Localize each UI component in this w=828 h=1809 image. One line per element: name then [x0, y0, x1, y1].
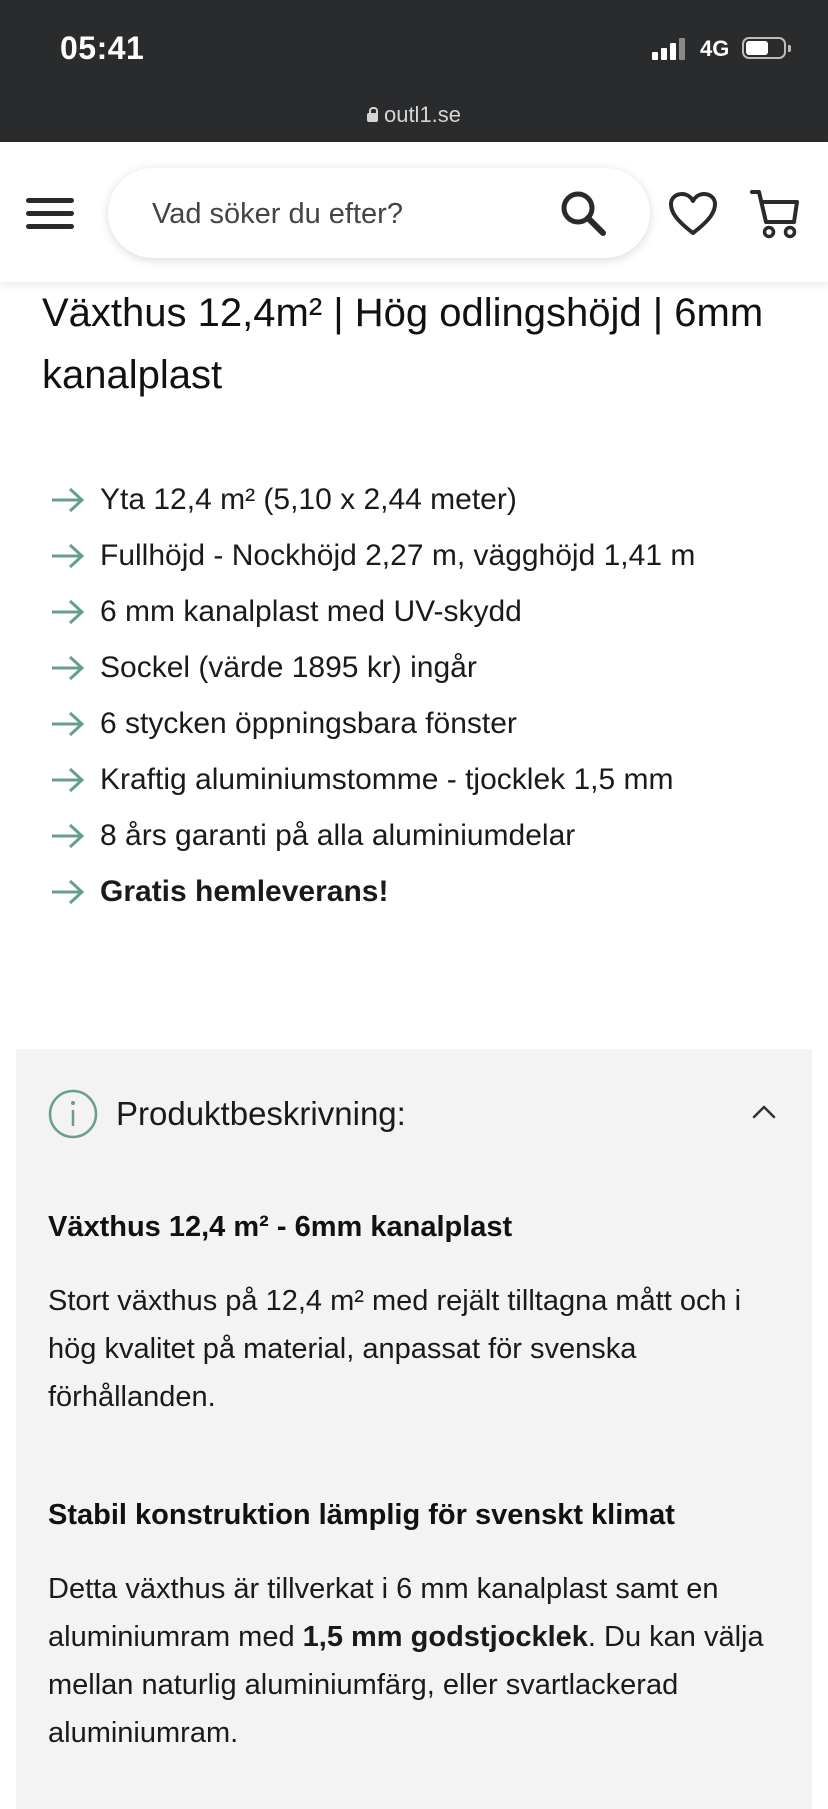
feature-item: Fullhöjd - Nockhöjd 2,27 m, vägghöjd 1,41 m — [50, 528, 810, 584]
feature-item: 6 stycken öppningsbara fönster — [50, 696, 810, 752]
bold-thickness: 1,5 mm godstjocklek — [302, 1621, 588, 1653]
arrow-right-icon — [50, 822, 86, 850]
feature-item: 6 mm kanalplast med UV-skydd — [50, 584, 810, 640]
signal-icon — [652, 38, 686, 60]
feature-item-free-delivery: Gratis hemleverans! — [50, 864, 810, 920]
description-paragraph: Stort växthus på 12,4 m² med rejält tilltagna mått och i hög kvalitet på material, anpassat för svenska förhållanden. — [48, 1285, 742, 1413]
address-bar[interactable] — [0, 102, 828, 128]
feature-list — [50, 472, 810, 920]
search-bar — [108, 168, 650, 258]
chevron-up-icon[interactable] — [750, 1101, 778, 1121]
site-header — [0, 142, 828, 282]
menu-icon[interactable] — [26, 196, 74, 232]
feature-item: Kraftig aluminiumstomme - tjocklek 1,5 mm — [50, 752, 810, 808]
status-time: 05:41 — [60, 30, 145, 66]
arrow-right-icon — [50, 878, 86, 906]
lock-icon — [367, 113, 378, 122]
url-text: outl1.se — [383, 102, 462, 127]
search-icon[interactable] — [558, 188, 608, 238]
description-subheading: Växthus 12,4 m² - 6mm kanalplast — [48, 1211, 513, 1243]
description-panel — [16, 1049, 812, 1809]
search-input[interactable] — [150, 190, 534, 238]
arrow-right-icon — [50, 542, 86, 570]
feature-item: Yta 12,4 m² (5,10 x 2,44 meter) — [50, 472, 810, 528]
arrow-right-icon — [50, 486, 86, 514]
description-paragraph: Detta växthus är tillverkat i 6 mm kanalplast samt en aluminiumram med 1,5 mm godstjocklek. Du kan välja mellan naturlig aluminiumfärg, eller svartlackerad aluminiumram. — [48, 1573, 764, 1749]
feature-item: 8 års garanti på alla aluminiumdelar — [50, 808, 810, 864]
info-icon — [48, 1089, 98, 1139]
product-title: Växthus 12,4m² | Hög odlingshöjd | 6mm kanalplast — [42, 291, 764, 397]
description-subheading: Stabil konstruktion lämplig för svenskt klimat — [48, 1499, 675, 1531]
arrow-right-icon — [50, 598, 86, 626]
heart-icon[interactable] — [668, 192, 718, 236]
description-toggle[interactable]: Produktbeskrivning: — [116, 1095, 406, 1132]
cart-icon[interactable] — [750, 186, 800, 240]
arrow-right-icon — [50, 654, 86, 682]
battery-icon — [742, 37, 786, 59]
arrow-right-icon — [50, 710, 86, 738]
network-label: 4G — [700, 36, 730, 61]
feature-item: Sockel (värde 1895 kr) ingår — [50, 640, 810, 696]
status-bar — [0, 0, 828, 142]
arrow-right-icon — [50, 766, 86, 794]
